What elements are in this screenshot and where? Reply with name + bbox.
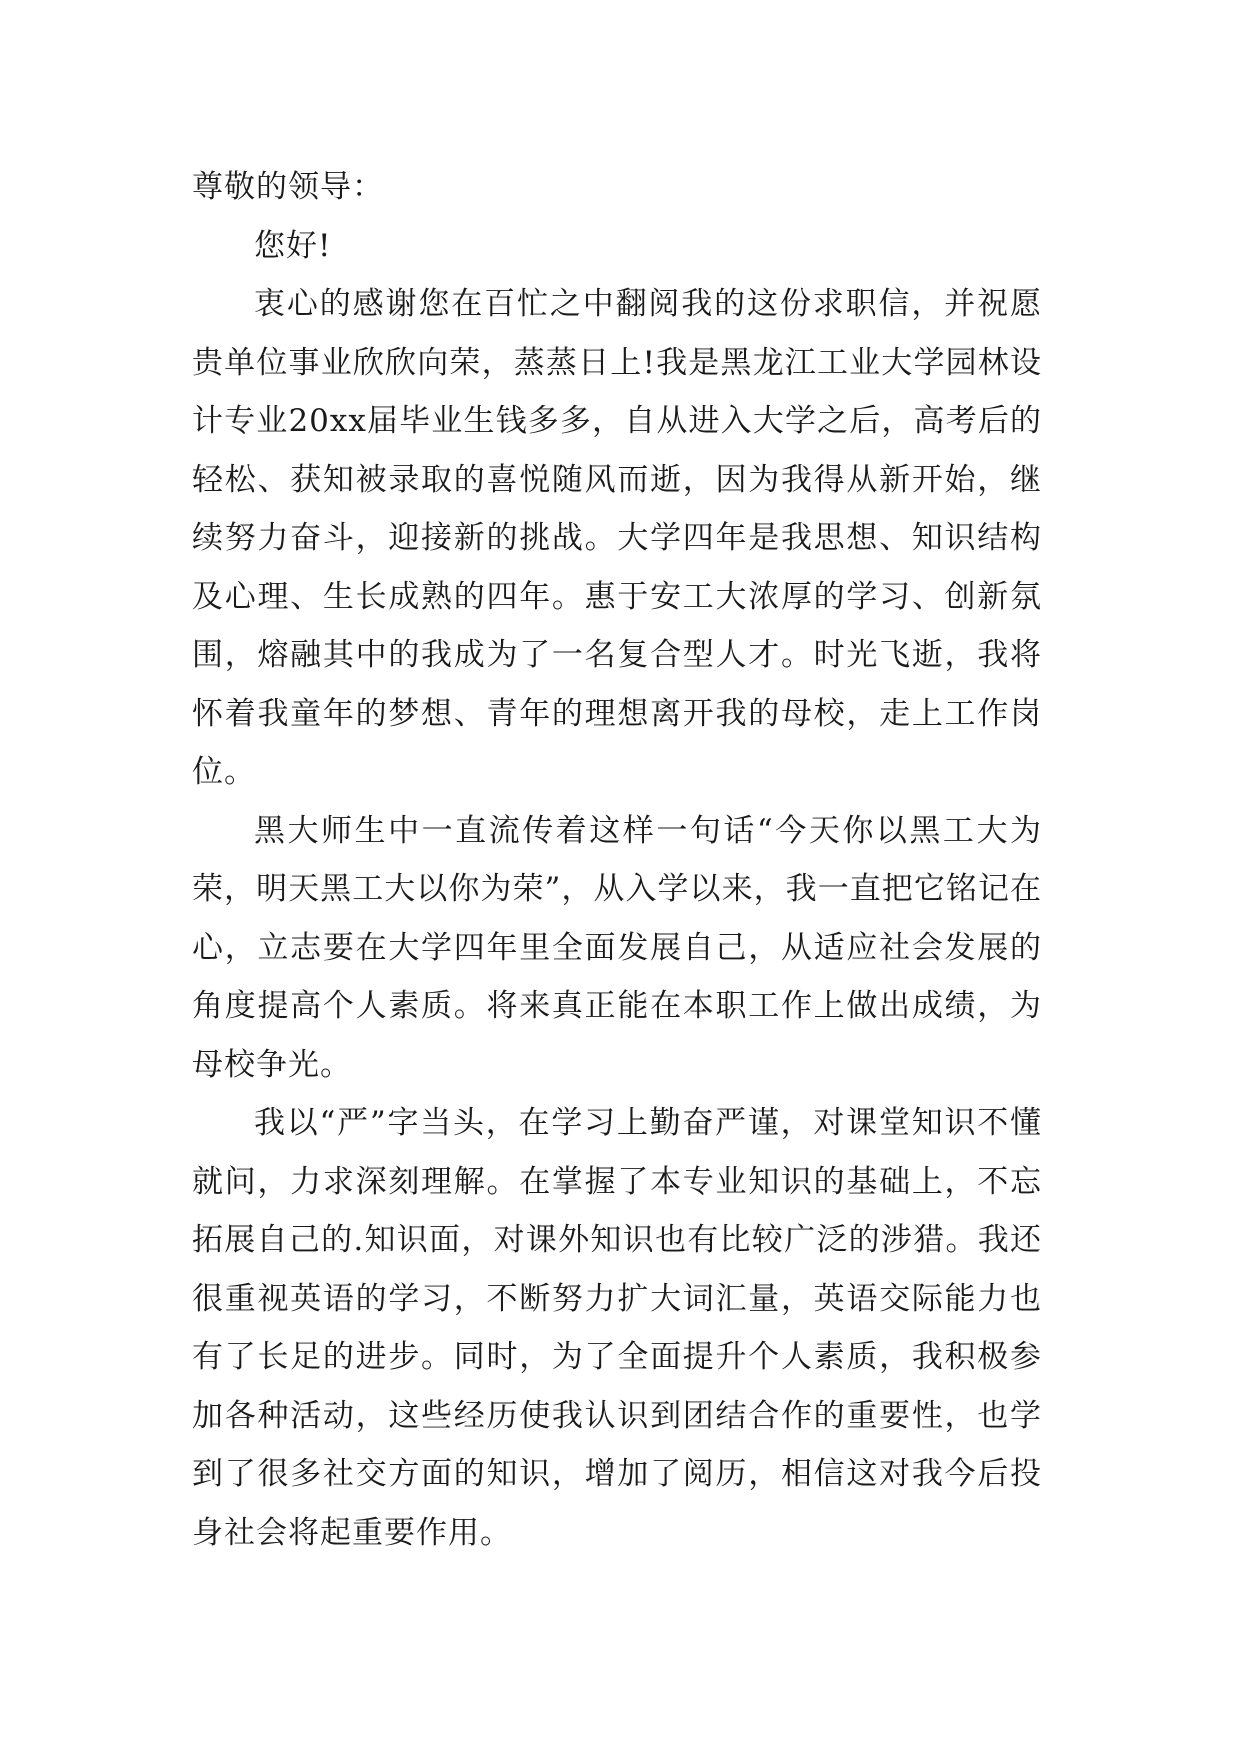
paragraph-motto: 黑大师生中一直流传着这样一句话“今天你以黑工大为荣，明天黑工大以你为荣”，从入学以来，我一直把它铭记在心，立志要在大学四年里全面发展自己，从适应社会发展的角度提高个人素质。将来真正能在本职工作上做出成绩，为母校争光。 (192, 812, 1042, 1083)
salutation: 尊敬的领导： (192, 169, 384, 205)
letter-body (192, 158, 1042, 1562)
paragraph-study: 我以“严”字当头，在学习上勤奋严谨，对课堂知识不懂就问，力求深刻理解。在掌握了本专业知识的基础上，不忘拓展自己的.知识面，对课外知识也有比较广泛的涉猎。我还很重视英语的学习，不断努力扩大词汇量，英语交际能力也有了长足的进步。同时，为了全面提升个人素质，我积极参加各种活动，这些经历使我认识到团结合作的重要性，也学到了很多社交方面的知识，增加了阅历，相信这对我今后投身社会将起重要作用。 (192, 1105, 1042, 1551)
greeting: 您好! (254, 227, 332, 264)
paragraph-intro: 衷心的感谢您在百忙之中翻阅我的这份求职信，并祝愿贵单位事业欣欣向荣，蒸蒸日上!我是黑龙江工业大学园林设计专业20xx届毕业生钱多多，自从进入大学之后，高考后的轻松、获知被录取的喜悦随风而逝，因为我得从新开始，继续努力奋斗，迎接新的挑战。大学四年是我思想、知识结构及心理、生长成熟的四年。惠于安工大浓厚的学习、创新氛围，熔融其中的我成为了一名复合型人才。时光飞逝，我将怀着我童年的梦想、青年的理想离开我的母校，走上工作岗位。 (192, 286, 1042, 790)
